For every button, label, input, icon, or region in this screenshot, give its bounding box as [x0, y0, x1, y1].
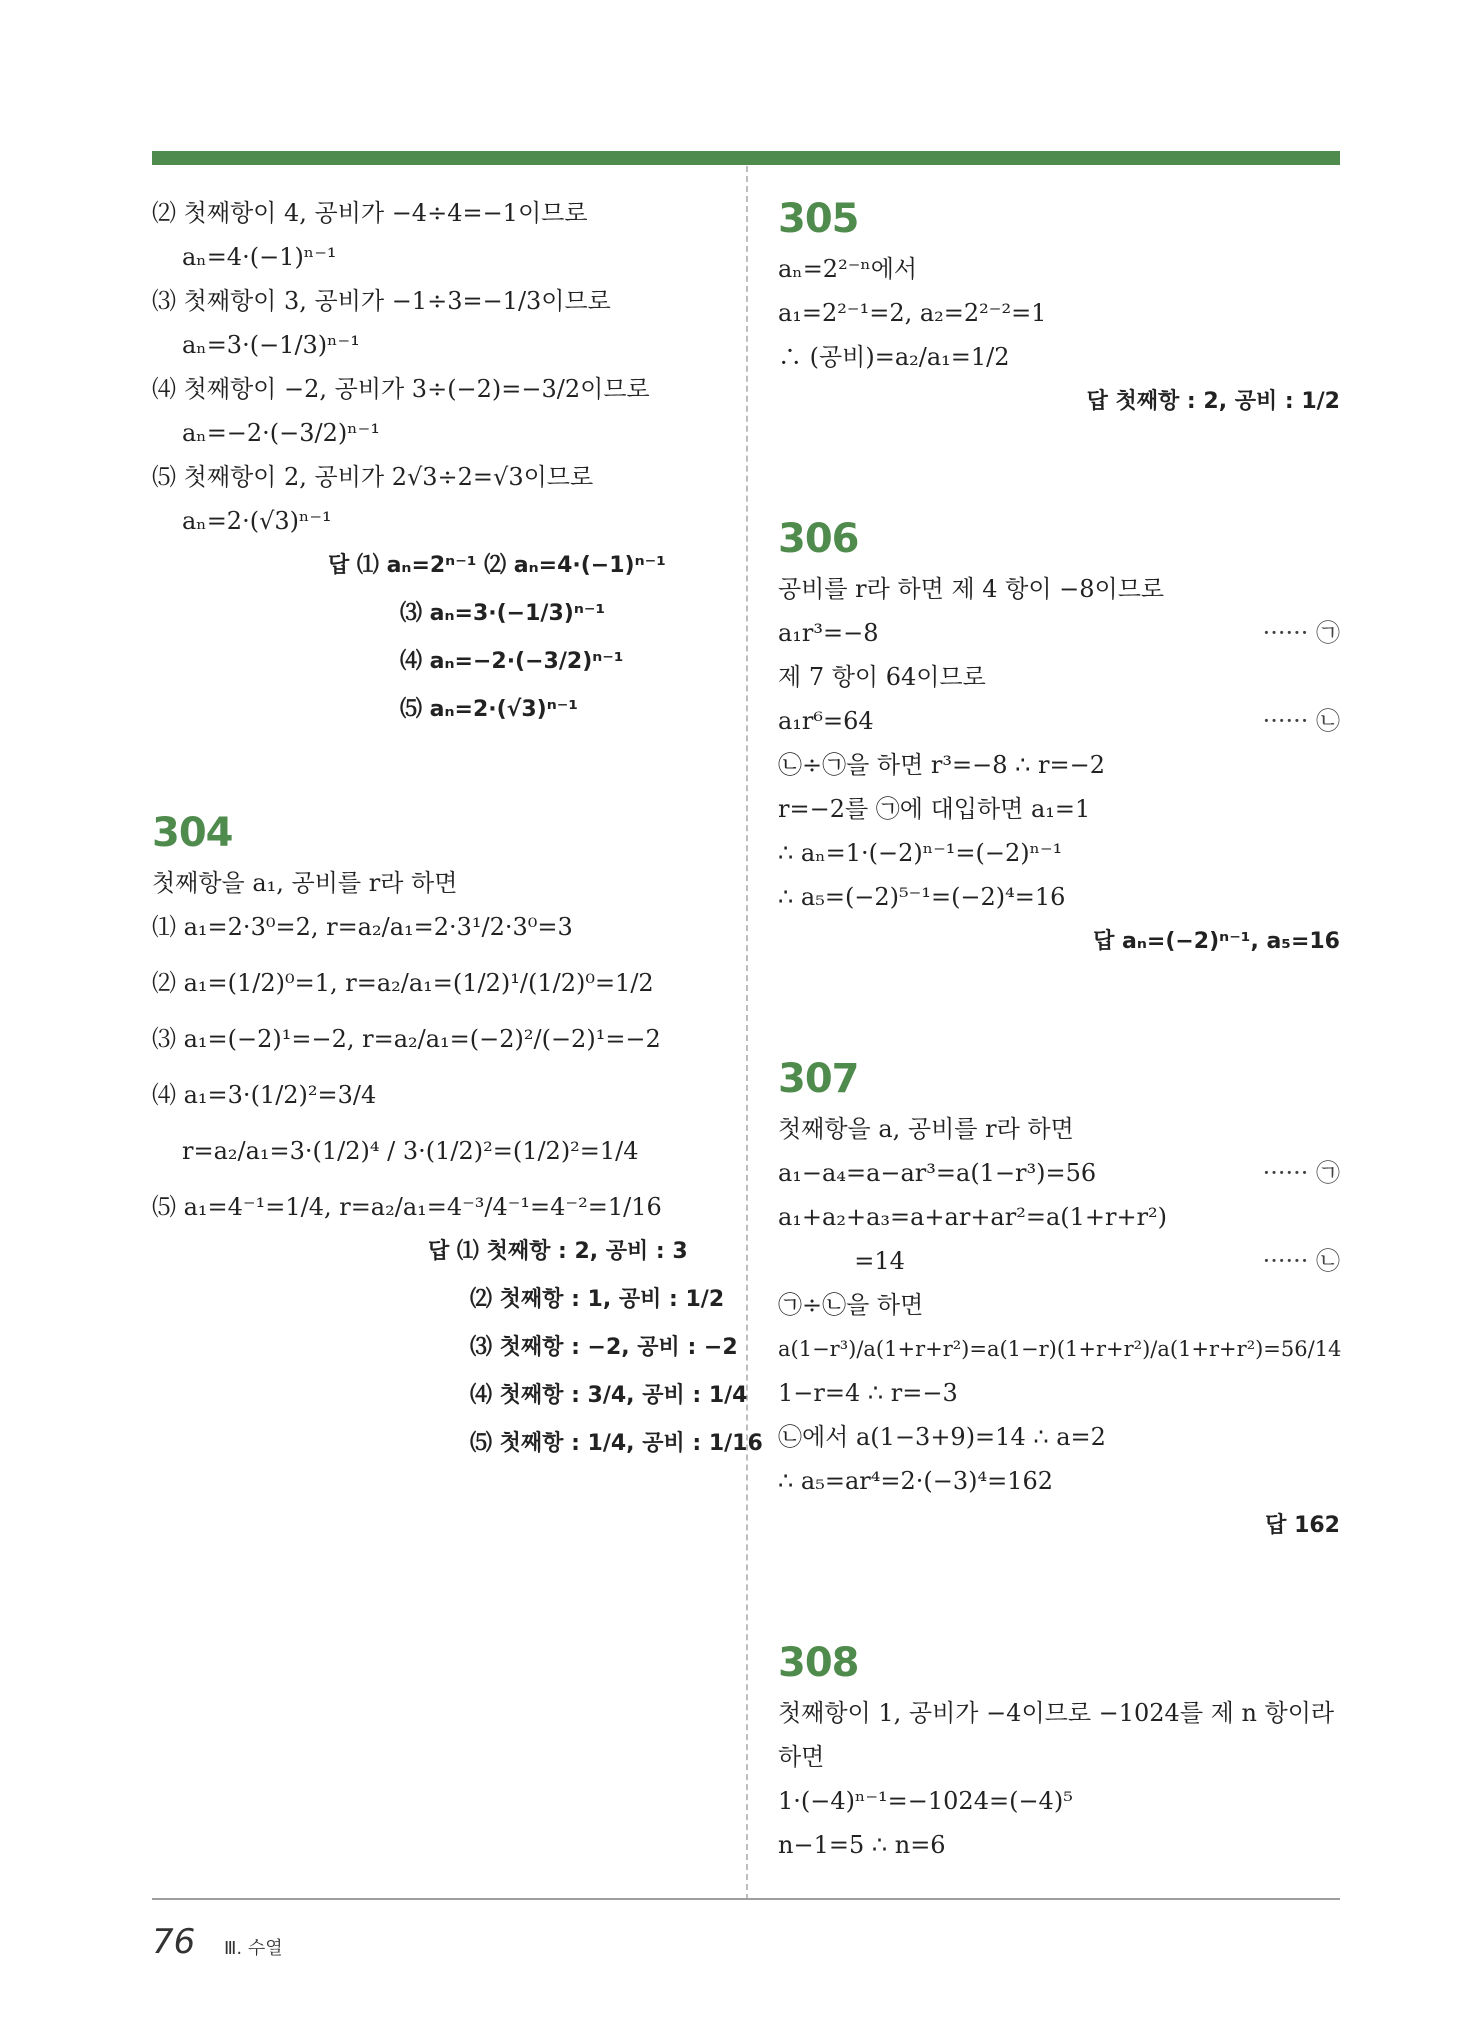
answer-line: ⑵ 첫째항 : 1, 공비 : 1/2 [470, 1287, 725, 1312]
right-column [778, 196, 1340, 1872]
problem-number: 305 [778, 196, 859, 242]
solution-line: aₙ=2·(√3)ⁿ⁻¹ [182, 507, 332, 535]
solution-line: ⑶ 첫째항이 3, 공비가 −1÷3=−1/3이므로 [152, 287, 611, 315]
solution-line: ⑸ a₁=4⁻¹=1/4, r=a₂/a₁=4⁻³/4⁻¹=4⁻²=1/16 [152, 1193, 662, 1221]
solution-line: ⑷ 첫째항이 −2, 공비가 3÷(−2)=−3/2이므로 [152, 375, 650, 403]
solution-line: ⑶ a₁=(−2)¹=−2, r=a₂/a₁=(−2)²/(−2)¹=−2 [152, 1025, 661, 1053]
equation-ref: ······ ㉠ [1262, 1159, 1340, 1187]
spacer [778, 1556, 1340, 1616]
solution-line: a₁=2²⁻¹=2, a₂=2²⁻²=1 [778, 299, 1047, 327]
solution-line: a₁r⁶=64 ······ ㉡ [778, 704, 1340, 738]
solution-line: aₙ=2²⁻ⁿ에서 [778, 255, 918, 283]
problem-number: 308 [778, 1640, 859, 1686]
answer-line: ⑷ aₙ=−2·(−3/2)ⁿ⁻¹ [400, 649, 624, 674]
chapter-label: Ⅲ. 수열 [224, 1938, 283, 1959]
solution-line: 하면 [778, 1743, 825, 1771]
solution-line: ∴ a₅=ar⁴=2·(−3)⁴=162 [778, 1467, 1053, 1495]
solution-line: 제 7 항이 64이므로 [778, 663, 986, 691]
solution-line: ⑴ a₁=2·3⁰=2, r=a₂/a₁=2·3¹/2·3⁰=3 [152, 913, 573, 941]
equation-ref: ······ ㉡ [1262, 1247, 1340, 1275]
solution-line: aₙ=3·(−1/3)ⁿ⁻¹ [182, 331, 360, 359]
solution-line: ⑸ 첫째항이 2, 공비가 2√3÷2=√3이므로 [152, 463, 594, 491]
equation-ref: ······ ㉠ [1262, 619, 1340, 647]
answer-line: 답 첫째항 : 2, 공비 : 1/2 [1086, 389, 1340, 414]
problem-number: 304 [152, 810, 233, 856]
answer-line: ⑶ aₙ=3·(−1/3)ⁿ⁻¹ [400, 601, 606, 626]
solution-line: ∴ aₙ=1·(−2)ⁿ⁻¹=(−2)ⁿ⁻¹ [778, 839, 1063, 867]
answer-line: ⑸ 첫째항 : 1/4, 공비 : 1/16 [470, 1431, 763, 1456]
problem-number: 306 [778, 516, 859, 562]
solution-line: =14 ······ ㉡ [778, 1244, 1340, 1278]
equation-ref: ······ ㉡ [1262, 707, 1340, 735]
solution-line: ㉡에서 a(1−3+9)=14 ∴ a=2 [778, 1423, 1106, 1451]
solution-line: a₁r³=−8 ······ ㉠ [778, 616, 1340, 650]
solution-line: ∴ (공비)=a₂/a₁=1/2 [778, 343, 1010, 371]
solution-line: ⑵ 첫째항이 4, 공비가 −4÷4=−1이므로 [152, 199, 588, 227]
left-column [152, 196, 763, 1474]
solution-line: a(1−r³)/a(1+r+r²)=a(1−r)(1+r+r²)/a(1+r+r²)=56/14 [778, 1337, 1342, 1361]
solution-line: r=−2를 ㉠에 대입하면 a₁=1 [778, 795, 1091, 823]
solution-line: 1·(−4)ⁿ⁻¹=−1024=(−4)⁵ [778, 1787, 1073, 1815]
solution-line: 1−r=4 ∴ r=−3 [778, 1379, 958, 1407]
solution-line: a₁+a₂+a₃=a+ar+ar²=a(1+r+r²) [778, 1203, 1168, 1231]
solution-line: 첫째항이 1, 공비가 −4이므로 −1024를 제 n 항이라 [778, 1699, 1335, 1727]
solution-line: ㉡÷㉠을 하면 r³=−8 ∴ r=−2 [778, 751, 1105, 779]
answer-line: 답 ⑴ 첫째항 : 2, 공비 : 3 [428, 1239, 688, 1264]
answer-line: ⑶ 첫째항 : −2, 공비 : −2 [470, 1335, 738, 1360]
spacer [778, 432, 1340, 492]
answer-line: 답 162 [1265, 1513, 1340, 1538]
column-divider [746, 166, 748, 1900]
answer-line: 답 ⑴ aₙ=2ⁿ⁻¹ ⑵ aₙ=4·(−1)ⁿ⁻¹ [328, 553, 666, 578]
solution-line: a₁−a₄=a−ar³=a(1−r³)=56 ······ ㉠ [778, 1156, 1340, 1190]
solution-line: ㉠÷㉡을 하면 [778, 1291, 924, 1319]
solution-line: n−1=5 ∴ n=6 [778, 1831, 946, 1859]
solution-line: ⑷ a₁=3·(1/2)²=3/4 [152, 1081, 377, 1109]
solution-line: ⑵ a₁=(1/2)⁰=1, r=a₂/a₁=(1/2)¹/(1/2)⁰=1/2 [152, 969, 654, 997]
solution-line: aₙ=−2·(−3/2)ⁿ⁻¹ [182, 419, 380, 447]
solution-line: r=a₂/a₁=3·(1/2)⁴ / 3·(1/2)²=(1/2)²=1/4 [182, 1137, 639, 1165]
solution-line: ∴ a₅=(−2)⁵⁻¹=(−2)⁴=16 [778, 883, 1066, 911]
solution-line: 공비를 r라 하면 제 4 항이 −8이므로 [778, 575, 1165, 603]
solution-line: 첫째항을 a, 공비를 r라 하면 [778, 1115, 1074, 1143]
top-accent-bar [152, 151, 1340, 165]
answer-line: 답 aₙ=(−2)ⁿ⁻¹, a₅=16 [1093, 929, 1340, 954]
spacer [152, 740, 722, 786]
problem-number: 307 [778, 1056, 859, 1102]
answer-line: ⑷ 첫째항 : 3/4, 공비 : 1/4 [470, 1383, 748, 1408]
answer-line: ⑸ aₙ=2·(√3)ⁿ⁻¹ [400, 697, 578, 722]
solution-line: aₙ=4·(−1)ⁿ⁻¹ [182, 243, 337, 271]
footer-rule [152, 1898, 1340, 1900]
page-number: 76 [152, 1922, 196, 1962]
solution-line: 첫째항을 a₁, 공비를 r라 하면 [152, 869, 458, 897]
spacer [778, 972, 1340, 1032]
